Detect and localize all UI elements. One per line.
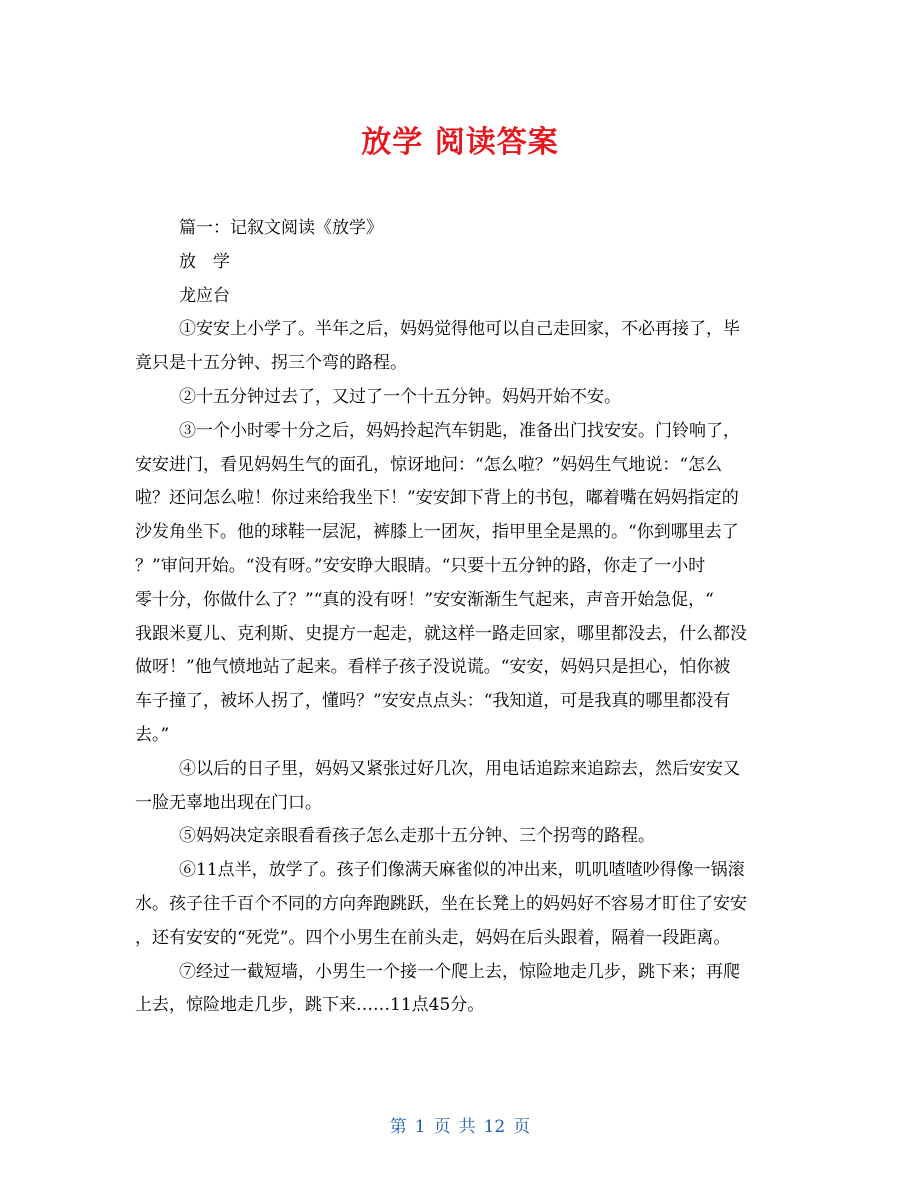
- text-line: 车子撞了，被坏人拐了，懂吗？”安安点点头：“我知道，可是我真的哪里都没有: [135, 691, 731, 712]
- text-line: ①安安上小学了。半年之后，妈妈觉得他可以自己走回家，不必再接了，毕: [179, 319, 740, 340]
- text-line: 竟只是十五分钟、拐三个弯的路程。: [135, 353, 407, 374]
- text-line: ③一个小时零十分之后，妈妈拎起汽车钥匙，准备出门找安安。门铃响了，: [179, 420, 740, 441]
- article-body: [135, 212, 795, 1023]
- text-line: 去。”: [135, 724, 170, 745]
- text-line: ⑥11点半，放学了。孩子们像满天麻雀似的冲出来，叽叽喳喳吵得像一锅滚: [179, 860, 745, 881]
- text-line: 沙发角坐下。他的球鞋一层泥，裤膝上一团灰，指甲里全是黑的。“你到哪里去了: [135, 522, 739, 543]
- text-line: 篇一：记叙文阅读《放学》: [179, 218, 383, 238]
- text-line: ④以后的日子里，妈妈又紧张过好几次，用电话追踪来追踪去，然后安安又: [179, 758, 740, 779]
- footer-total-pages: 12: [483, 1117, 506, 1137]
- text-line: ②十五分钟过去了，又过了一个十五分钟。妈妈开始不安。: [179, 386, 621, 407]
- page-footer: [0, 1112, 920, 1137]
- text-line: ⑤妈妈决定亲眼看看孩子怎么走那十五分钟、三个拐弯的路程。: [179, 826, 655, 847]
- text-line: 一脸无辜地出现在门口。: [135, 792, 322, 813]
- text-line: 零十分，你做什么了？”“真的没有呀！”安安渐渐生气起来，声音开始急促，“: [135, 589, 714, 610]
- text-line: 啦？还问怎么啦！你过来给我坐下！”安安卸下背上的书包，嘟着嘴在妈妈指定的: [135, 488, 739, 509]
- text-line: ⑦经过一截短墙，小男生一个接一个爬上去，惊险地走几步，跳下来；再爬: [179, 961, 740, 982]
- text-line: 放 学: [179, 251, 230, 272]
- footer-suffix: 页: [513, 1117, 531, 1137]
- document-title: 放学 阅读答案: [361, 125, 559, 160]
- footer-prefix: 第: [389, 1117, 407, 1137]
- text-line: 上去，惊险地走几步，跳下来……11点45分。: [135, 995, 485, 1016]
- text-line: 水。孩子往千百个不同的方向奔跑跳跃，坐在长凳上的妈妈好不容易才盯住了安安: [135, 893, 747, 914]
- footer-page-number: 1: [414, 1117, 426, 1137]
- text-line: 做呀！”他气愤地站了起来。看样子孩子没说谎。“安安，妈妈只是担心，怕你被: [135, 657, 731, 678]
- text-line: ，还有安安的“死党”。四个小男生在前头走，妈妈在后头跟着，隔着一段距离。: [135, 927, 731, 948]
- text-line: 龙应台: [179, 285, 230, 306]
- text-line: 我跟米夏儿、克利斯、史提方一起走，就这样一路走回家，哪里都没去，什么都没: [135, 623, 747, 644]
- text-line: 安安进门，看见妈妈生气的面孔，惊讶地问：“怎么啦？”妈妈生气地说：“怎么: [135, 454, 723, 475]
- footer-page-label: 页: [433, 1117, 451, 1137]
- footer-total-label: 共: [458, 1117, 476, 1137]
- text-line: ？”审问开始。“没有呀。”安安睁大眼睛。“只要十五分钟的路，你走了一小时: [135, 555, 706, 576]
